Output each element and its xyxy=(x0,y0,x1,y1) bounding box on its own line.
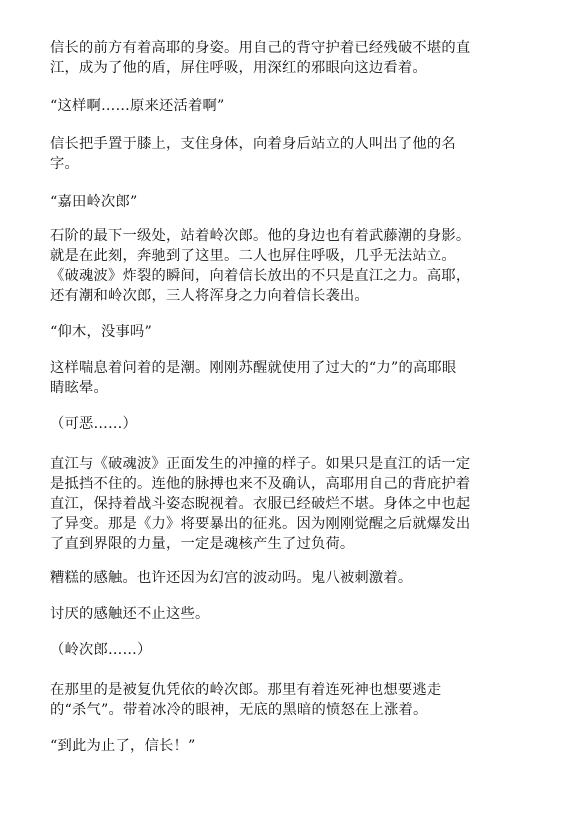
paragraph-13-line-1: 在那里的是被复仇凭依的岭次郎。那里有着连死神也想要逃走 xyxy=(50,682,442,698)
paragraph-7 xyxy=(50,358,540,398)
paragraph-8-line-1: （可恶……） xyxy=(50,416,137,432)
paragraph-9-line-3: 直江，保持着战斗姿态睨视着。衣服已经破烂不堪。身体之中也起 xyxy=(50,496,471,512)
paragraph-5 xyxy=(50,226,540,306)
paragraph-11-line-1: 讨厌的感触还不止这些。 xyxy=(50,606,210,622)
paragraph-2-line-1: “这样啊……原来还活着啊” xyxy=(50,98,225,114)
paragraph-11 xyxy=(50,604,540,624)
paragraph-12-line-1: （岭次郎……） xyxy=(50,642,152,658)
paragraph-14 xyxy=(50,736,540,756)
paragraph-6-line-1: “仰木，没事吗” xyxy=(50,324,152,340)
paragraph-1-line-2: 江，成为了他的盾，屏住呼吸，用深红的邪眼向这边看着。 xyxy=(50,60,427,76)
paragraph-9-line-2: 是抵挡不住的。连他的脉搏也来不及确认，高耶用自己的背庇护着 xyxy=(50,476,471,492)
paragraph-3 xyxy=(50,134,540,174)
paragraph-9 xyxy=(50,454,540,554)
paragraph-7-line-2: 睛眩晕。 xyxy=(50,380,108,396)
paragraph-4-line-1: “嘉田岭次郎” xyxy=(50,194,138,210)
paragraph-12 xyxy=(50,640,540,660)
paragraph-10-line-1: 糟糕的感触。也许还因为幻宫的波动吗。鬼八被刺激着。 xyxy=(50,570,413,586)
paragraph-5-line-2: 就是在此刻，奔驰到了这里。二人也屏住呼吸，几乎无法站立。 xyxy=(50,248,456,264)
paragraph-14-line-1: “到此为止了，信长！” xyxy=(50,738,196,754)
paragraph-10 xyxy=(50,568,540,588)
paragraph-5-line-1: 石阶的最下一级处，站着岭次郎。他的身边也有着武藤潮的身影。 xyxy=(50,228,471,244)
paragraph-3-line-1: 信长把手置于膝上，支住身体，向着身后站立的人叫出了他的名 xyxy=(50,136,456,152)
paragraph-9-line-4: 了异变。那是《力》将要暴出的征兆。因为刚刚觉醒之后就爆发出 xyxy=(50,516,471,532)
paragraph-3-line-2: 字。 xyxy=(50,156,79,172)
paragraph-7-line-1: 这样喘息着问着的是潮。刚刚苏醒就使用了过大的“力”的高耶眼 xyxy=(50,360,457,376)
paragraph-5-line-4: 还有潮和岭次郎，三人将浑身之力向着信长袭出。 xyxy=(50,288,369,304)
paragraph-8 xyxy=(50,414,540,434)
paragraph-5-line-3: 《破魂波》炸裂的瞬间，向着信长放出的不只是直江之力。高耶， xyxy=(50,268,471,284)
paragraph-6 xyxy=(50,322,540,342)
paragraph-1-line-1: 信长的前方有着高耶的身姿。用自己的背守护着已经残破不堪的直 xyxy=(50,40,471,56)
paragraph-4 xyxy=(50,192,540,212)
paragraph-9-line-5: 了直到界限的力量，一定是魂核产生了过负荷。 xyxy=(50,536,355,552)
paragraph-9-line-1: 直江与《破魂波》正面发生的冲撞的样子。如果只是直江的话一定 xyxy=(50,456,471,472)
paragraph-1 xyxy=(50,38,540,78)
paragraph-13 xyxy=(50,680,540,720)
paragraph-13-line-2: 的“杀气”。带着冰冷的眼神，无底的黑暗的愤怒在上涨着。 xyxy=(50,702,428,718)
paragraph-2 xyxy=(50,96,540,116)
